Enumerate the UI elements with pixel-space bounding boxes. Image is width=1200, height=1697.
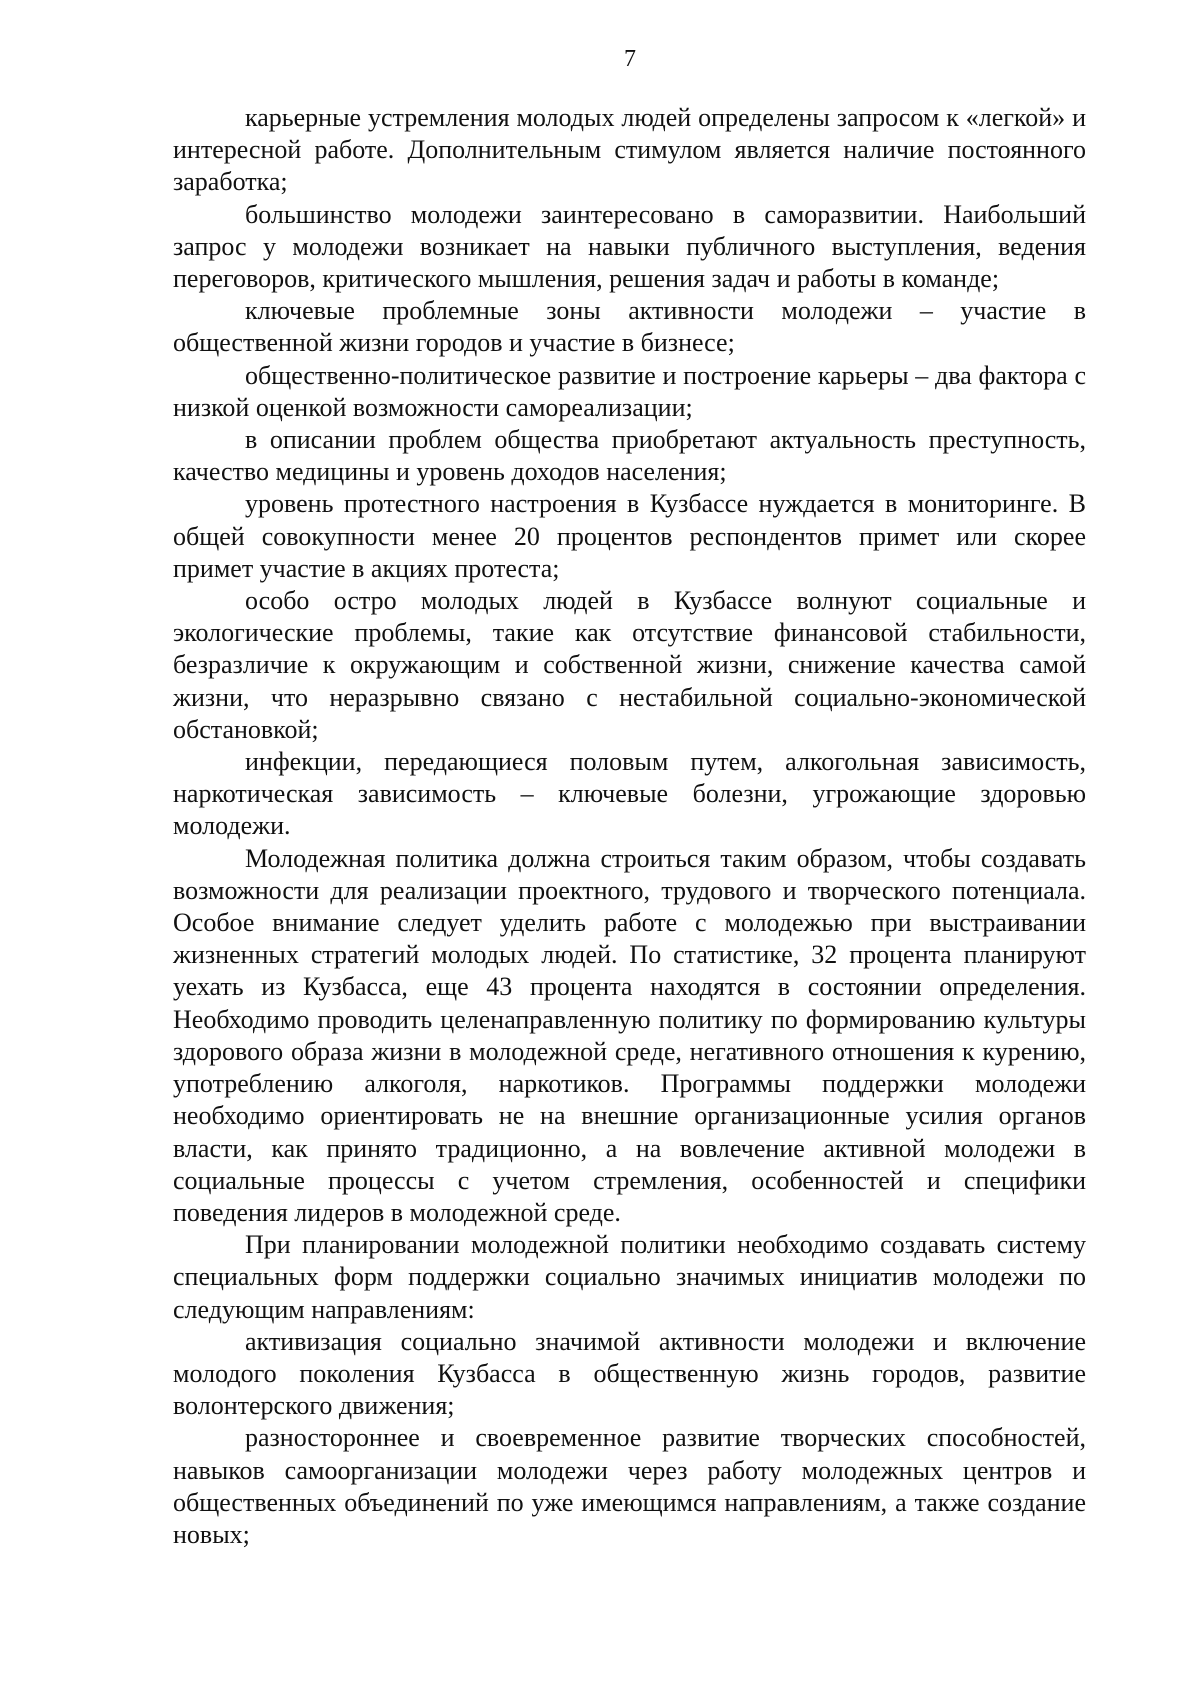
paragraph-creative-development: разностороннее и своевременное развитие творческих способностей, навыков самоорганизации молодежи через работу молодежных центров и общественных объединений по уже имеющимся направлениям, а также создание новых; [173,1423,1086,1549]
paragraph-problem-zones: ключевые проблемные зоны активности молодежи – участие в общественной жизни городов и участие в бизнесе; [173,296,1086,358]
document-body [173,102,1086,1551]
paragraph-political-development: общественно-политическое развитие и построение карьеры – два фактора с низкой оценкой возможности самореализации; [173,360,1086,422]
paragraph-career-aspirations: карьерные устремления молодых людей определены запросом к «легкой» и интересной работе. Дополнительным стимулом является наличие постоянного заработка; [173,103,1086,197]
paragraph-health-threats: инфекции, передающиеся половым путем, алкогольная зависимость, наркотическая зависимость – ключевые болезни, угрожающие здоровью молодежи. [173,747,1086,841]
paragraph-youth-policy: Молодежная политика должна строиться таким образом, чтобы создавать возможности для реализации проектного, трудового и творческого потенциала. Особое внимание следует уделить работе с молодежью при выстраивании жизненных стратегий молодых людей. По статистике, 32 процента планируют уехать из Кузбасса, еще 43 процента находятся в состоянии определения. Необходимо проводить целенаправленную политику по формированию культуры здорового образа жизни в молодежной среде, негативного отношения к курению, употреблению алкоголя, наркотиков. Программы поддержки молодежи необходимо ориентировать не на внешние организационные усилия органов власти, как принято традиционно, а на вовлечение активной молодежи в социальные процессы с учетом стремления, особенностей и специфики поведения лидеров в молодежной среде. [173,843,1086,1227]
paragraph-society-problems: в описании проблем общества приобретают актуальность преступность, качество медицины и уровень доходов населения; [173,425,1086,487]
paragraph-planning: При планировании молодежной политики необходимо создавать систему специальных форм поддержки социально значимых инициатив молодежи по следующим направлениям: [173,1230,1086,1324]
paragraph-activation: активизация социально значимой активности молодежи и включение молодого поколения Кузбасса в общественную жизнь городов, развитие волонтерского движения; [173,1326,1086,1421]
paragraph-self-development: большинство молодежи заинтересовано в саморазвитии. Наибольший запрос у молодежи возникает на навыки публичного выступления, ведения переговоров, критического мышления, решения задач и работы в команде; [173,199,1086,294]
page-number: 7 [624,46,636,72]
paragraph-protest-mood: уровень протестного настроения в Кузбассе нуждается в мониторинге. В общей совокупности менее 20 процентов респондентов примет или скорее примет участие в акциях протеста; [173,489,1086,583]
paragraph-social-ecological-problems: особо остро молодых людей в Кузбассе волнуют социальные и экологические проблемы, такие как отсутствие финансовой стабильности, безразличие к окружающим и собственной жизни, снижение качества самой жизни, что неразрывно связано с нестабильной социально-экономической обстановкой; [173,586,1086,744]
